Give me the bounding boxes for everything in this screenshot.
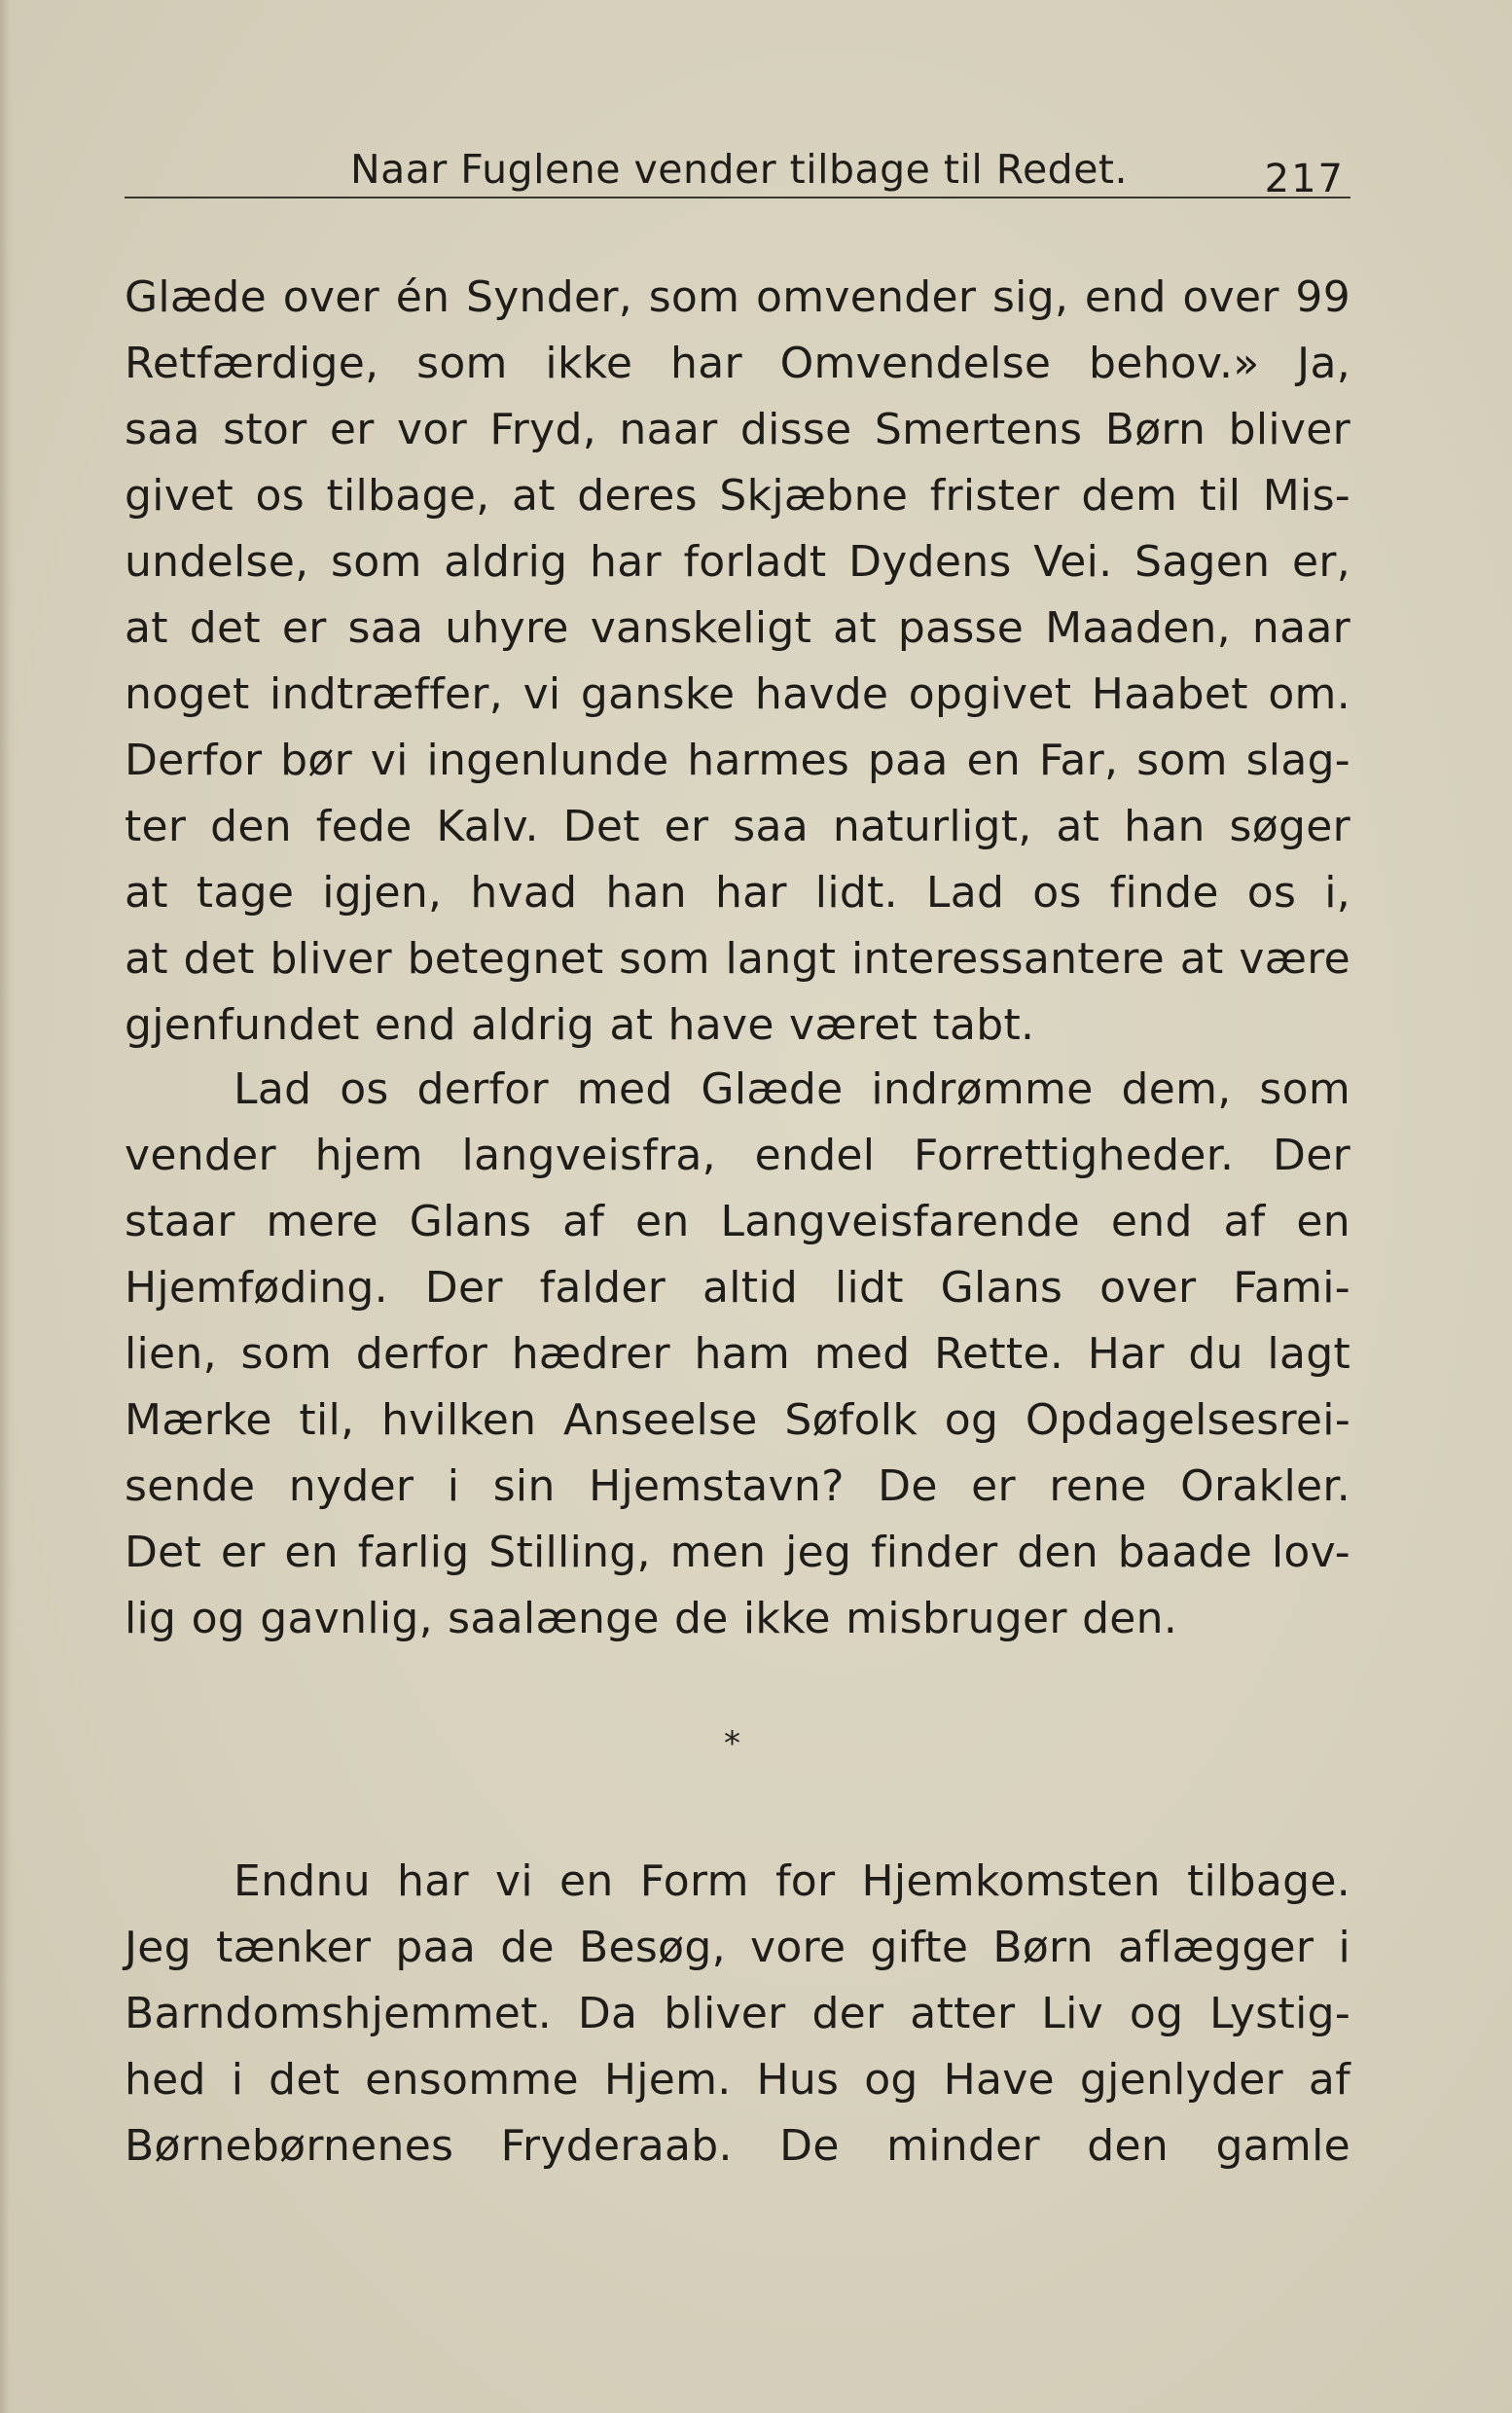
text-line: lien, som derfor hædrer ham med Rette. Har du lagt	[125, 1329, 1350, 1379]
text-line: gjenfundet end aldrig at have været tabt.	[125, 1000, 1035, 1050]
text-line: saa stor er vor Fryd, naar disse Smertens Børn bliver	[125, 405, 1350, 454]
text-line: ter den fede Kalv. Det er saa naturligt, at han søger	[125, 802, 1350, 851]
text-line: undelse, som aldrig har forladt Dydens Vei. Sagen er,	[125, 537, 1350, 587]
text-line: staar mere Glans af en Langveisfarende end af en	[125, 1197, 1350, 1246]
text-line: Endnu har vi en Form for Hjemkomsten tilbage.	[234, 1856, 1350, 1906]
text-line: at det er saa uhyre vanskeligt at passe Maaden, naar	[125, 603, 1350, 653]
text-line: Det er en farlig Stilling, men jeg finder den baade lov-	[125, 1528, 1350, 1577]
text-line: noget indtræffer, vi ganske havde opgivet Haabet om.	[125, 669, 1350, 719]
running-head	[125, 142, 1350, 201]
text-line: Lad os derfor med Glæde indrømme dem, som	[234, 1064, 1350, 1114]
text-line: Børnebørnenes Fryderaab. De minder den gamle	[125, 2121, 1350, 2171]
page-binding-edge	[0, 0, 16, 2413]
text-line: hed i det ensomme Hjem. Hus og Have gjenlyder af	[125, 2055, 1350, 2105]
text-line: Jeg tænker paa de Besøg, vore gifte Børn aflægger i	[125, 1923, 1350, 1972]
text-line: at tage igjen, hvad han har lidt. Lad os finde os i,	[125, 868, 1350, 918]
paragraph-3	[125, 1849, 1350, 2179]
paragraph-1	[125, 265, 1350, 1059]
text-line: Derfor bør vi ingenlunde harmes paa en Far, som slag-	[125, 736, 1350, 785]
text-line: vender hjem langveisfra, endel Forrettigheder. Der	[125, 1131, 1350, 1180]
asterisk-separator: *	[724, 1724, 740, 1763]
text-line: sende nyder i sin Hjemstavn? De er rene Orakler.	[125, 1461, 1350, 1511]
running-title: Naar Fuglene vender tilbage til Redet.	[350, 146, 1129, 193]
text-line: Hjemføding. Der falder altid lidt Glans over Fami-	[125, 1263, 1350, 1313]
text-line: at det bliver betegnet som langt interessantere at være	[125, 934, 1350, 984]
text-line: lig og gavnlig, saalænge de ikke misbruger den.	[125, 1594, 1178, 1643]
page-number: 217	[1264, 157, 1345, 201]
text-line: Glæde over én Synder, som omvender sig, end over 99	[125, 272, 1350, 322]
paragraph-2	[125, 1057, 1350, 1652]
text-line: Mærke til, hvilken Anseelse Søfolk og Opdagelsesrei-	[125, 1395, 1350, 1445]
text-line: givet os tilbage, at deres Skjæbne frister dem til Mis-	[125, 471, 1350, 521]
text-line: Barndomshjemmet. Da bliver der atter Liv og Lystig-	[125, 1989, 1350, 2038]
text-line: Retfærdige, som ikke har Omvendelse behov.» Ja,	[125, 339, 1350, 388]
